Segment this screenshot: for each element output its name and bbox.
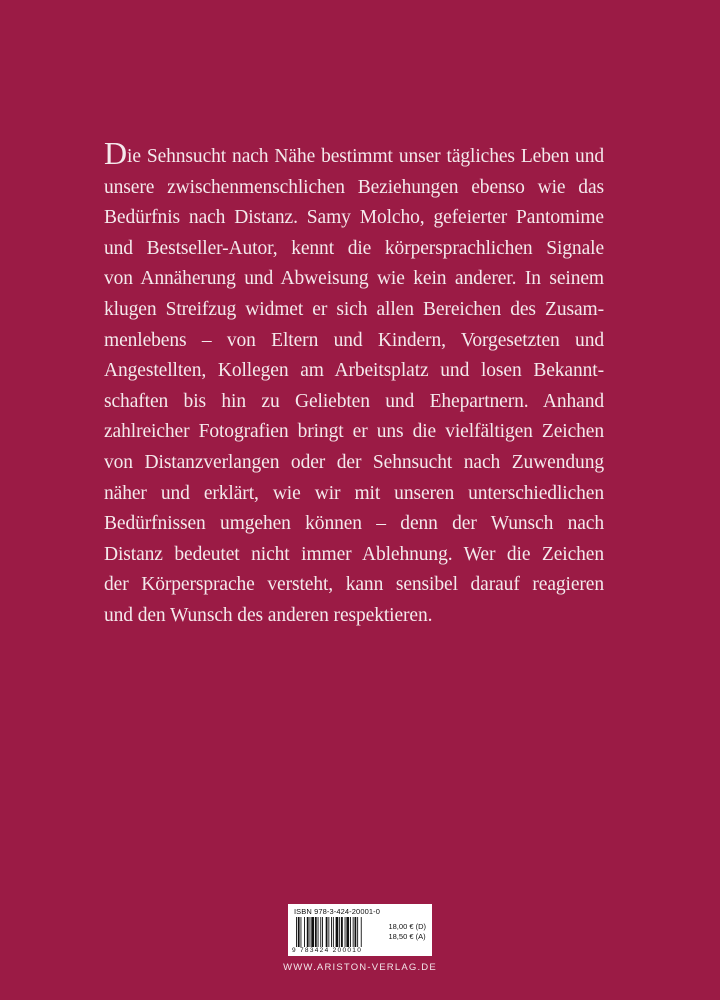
blurb-line: Bedürfnissen umgehen können – denn der Wunsch nach [104, 513, 604, 535]
price-germany: 18,00 € (D) [388, 922, 426, 931]
isbn-number: ISBN 978-3-424-20001-0 [294, 907, 381, 916]
blurb-line: Bedürfnis nach Distanz. Samy Molcho, gefeierter Pantomime [104, 207, 604, 229]
blurb-line: der Körpersprache versteht, kann sensibel darauf reagieren [104, 574, 604, 596]
blurb-line: zahlreicher Fotografien bringt er uns die vielfältigen Zeichen [104, 421, 604, 443]
back-cover-blurb [104, 135, 604, 632]
barcode-digits: 9 783424 200010 [292, 947, 363, 954]
price-list [388, 922, 426, 942]
isbn-barcode-label [288, 904, 432, 956]
blurb-line: unsere zwischenmenschlichen Beziehungen ebenso wie das [104, 176, 604, 198]
blurb-line: von Annäherung und Abweisung wie kein anderer. In seinem [104, 268, 604, 290]
blurb-line: und Bestseller-Autor, kennt die körpersprachlichen Signale [104, 237, 604, 259]
blurb-line: näher und erklärt, wie wir mit unseren unterschiedlichen [104, 482, 604, 504]
publisher-url: WWW.ARISTON-VERLAG.DE [283, 962, 437, 973]
blurb-line: schaften bis hin zu Geliebten und Ehepartnern. Anhand [104, 390, 604, 412]
blurb-first-line: ie Sehnsucht nach Nähe bestimmt unser tägliches Leben und [127, 146, 604, 167]
blurb-line-last: und den Wunsch des anderen respektieren. [104, 604, 433, 626]
blurb-line: Distanz bedeutet nicht immer Ablehnung. Wer die Zeichen [104, 543, 604, 565]
blurb-line: klugen Streifzug widmet er sich allen Bereichen des Zusam- [104, 298, 604, 320]
drop-cap: D [104, 135, 128, 171]
blurb-line-1 [104, 135, 604, 173]
barcode-icon [296, 917, 386, 947]
price-austria: 18,50 € (A) [388, 932, 426, 941]
blurb-line: Angestellten, Kollegen am Arbeitsplatz und losen Bekannt- [104, 360, 604, 382]
blurb-line: von Distanzverlangen oder der Sehnsucht nach Zuwendung [104, 451, 604, 473]
blurb-line: menlebens – von Eltern und Kindern, Vorgesetzten und [104, 329, 604, 351]
